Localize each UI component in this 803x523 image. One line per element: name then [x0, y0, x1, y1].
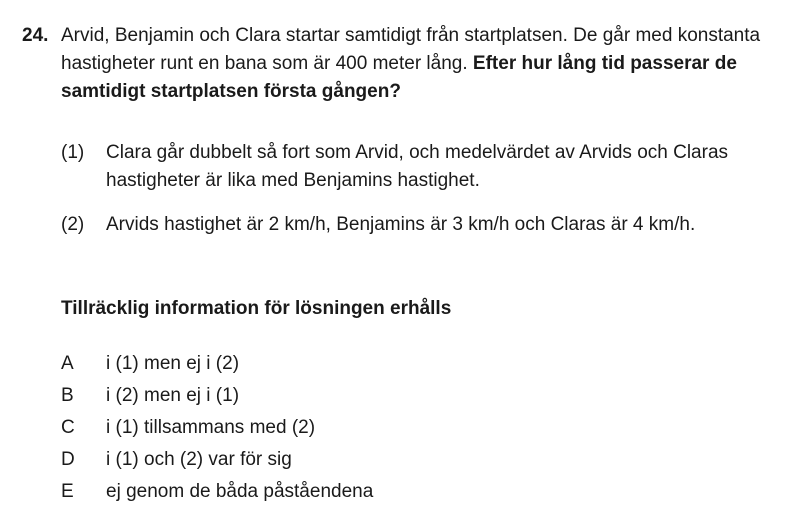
statement-number: (2): [61, 214, 85, 235]
option-letter: C: [61, 417, 75, 438]
option-text: i (1) men ej i (2): [106, 353, 240, 374]
question-stem-question: Efter hur lång tid passerar de samtidigt startplatsen första gången?: [61, 53, 737, 102]
option-text: ej genom de båda påståendena: [106, 481, 374, 502]
option-b[interactable]: [61, 382, 761, 414]
option-d[interactable]: [61, 446, 761, 478]
option-c[interactable]: [61, 414, 761, 446]
question-stem-text: Arvid, Benjamin och Clara startar samtidigt från startplatsen. De går med konstanta hastigheter runt en bana som är 400 meter lång.: [61, 25, 761, 74]
option-text: i (1) och (2) var för sig: [106, 449, 292, 470]
statement-number: (1): [61, 142, 85, 163]
option-text: i (1) tillsammans med (2): [106, 417, 316, 438]
option-letter: A: [61, 353, 74, 374]
question-stem: [61, 22, 791, 106]
statement-text: Arvids hastighet är 2 km/h, Benjamins är 3 km/h och Claras är 4 km/h.: [106, 214, 696, 235]
question-number: 24.: [22, 25, 49, 46]
answer-options: [61, 350, 761, 510]
statement-text: Clara går dubbelt så fort som Arvid, och medelvärdet av Arvids och Claras hastigheter är lika med Benjamins hastighet.: [106, 142, 729, 191]
option-letter: E: [61, 481, 74, 502]
option-e[interactable]: [61, 478, 761, 510]
option-letter: B: [61, 385, 74, 406]
option-letter: D: [61, 449, 75, 470]
statement-2: [61, 211, 781, 239]
option-text: i (2) men ej i (1): [106, 385, 240, 406]
option-a[interactable]: [61, 350, 761, 382]
sufficiency-heading: Tillräcklig information för lösningen erhålls: [61, 298, 452, 319]
statement-1: [61, 139, 781, 195]
